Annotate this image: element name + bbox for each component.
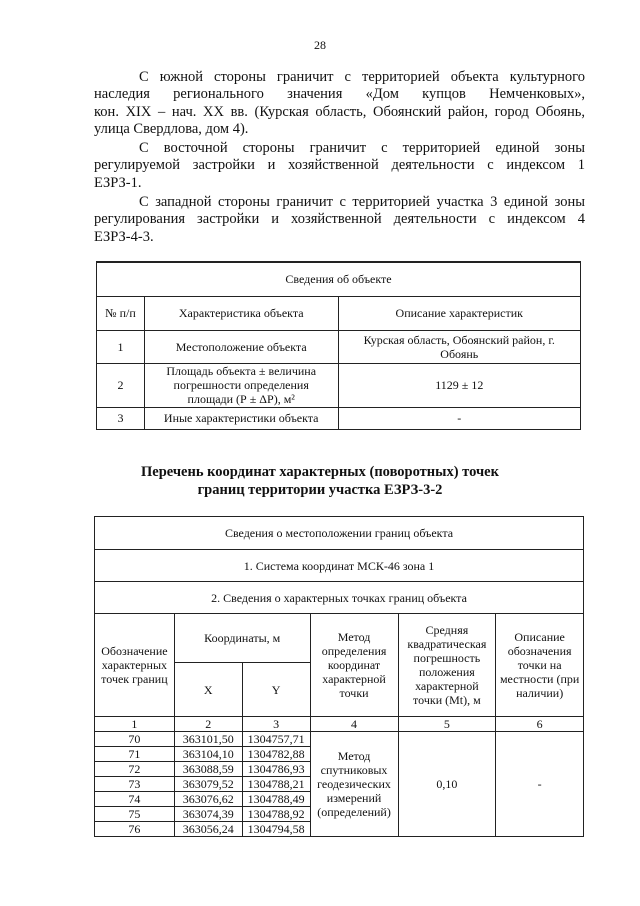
page-number: 28 (314, 38, 326, 52)
coord-y: 1304788,49 (242, 792, 310, 807)
header-method: Метод определения координат характерной точки (310, 614, 398, 717)
column-number: 3 (242, 717, 310, 732)
header-description: Описание характеристик (338, 296, 580, 330)
point-id: 71 (95, 747, 175, 762)
row-characteristic: Иные характеристики объекта (144, 407, 338, 429)
point-description-value: - (496, 732, 584, 837)
coord-x: 363079,52 (174, 777, 242, 792)
row-description: Курская область, Обоянский район, г. Обоянь (338, 330, 580, 363)
coord-y: 1304782,88 (242, 747, 310, 762)
point-id: 70 (95, 732, 175, 747)
error-value: 0,10 (398, 732, 496, 837)
coord-y: 1304788,92 (242, 807, 310, 822)
coord-y: 1304786,93 (242, 762, 310, 777)
row-description: - (338, 407, 580, 429)
section-heading-line: границ территории участка ЕЗРЗ-3-2 (197, 482, 443, 498)
coordinates-table (94, 516, 584, 837)
header-designation: Обозначение характерных точек границ (95, 614, 175, 717)
section-heading (0, 463, 640, 499)
column-number: 5 (398, 717, 496, 732)
paragraph-west-border (94, 194, 585, 246)
paragraph-line: кон. XIX – нач. XX вв. (Курская область, Обоянский район, город Обоянь, (94, 103, 585, 120)
row-num: 3 (97, 407, 145, 429)
point-id: 72 (95, 762, 175, 777)
header-point-description: Описание обозначения точки на местности (при наличии) (496, 614, 584, 717)
coord-x: 363088,59 (174, 762, 242, 777)
coordinate-system: 1. Система координат МСК-46 зона 1 (95, 550, 584, 582)
column-number: 4 (310, 717, 398, 732)
column-number: 6 (496, 717, 584, 732)
paragraph-line: улица Свердлова, дом 4). (94, 121, 249, 138)
coord-x: 363076,62 (174, 792, 242, 807)
header-characteristic: Характеристика объекта (144, 296, 338, 330)
header-x: X (174, 663, 242, 717)
method-value: Метод спутниковых геодезических измерений (определений) (310, 732, 398, 837)
object-table-title: Сведения об объекте (97, 262, 581, 296)
coord-y: 1304788,21 (242, 777, 310, 792)
column-number: 1 (95, 717, 175, 732)
point-id: 73 (95, 777, 175, 792)
coord-y: 1304757,71 (242, 732, 310, 747)
header-coordinates: Координаты, м (174, 614, 310, 663)
point-id: 74 (95, 792, 175, 807)
header-error: Средняя квадратическая погрешность положения характерной точки (Mt), м (398, 614, 496, 717)
paragraph-line: С западной стороны граничит с территорией участка 3 единой зоны (139, 194, 585, 210)
paragraph-line: С южной стороны граничит с территорией объекта культурного (139, 69, 585, 85)
coord-x: 363074,39 (174, 807, 242, 822)
paragraph-line: ЕЗРЗ-1. (94, 174, 142, 191)
row-num: 2 (97, 363, 145, 407)
column-number: 2 (174, 717, 242, 732)
paragraph-line: регулирования застройки и хозяйственной деятельности с индексом 4 (94, 211, 585, 228)
paragraph-line: ЕЗРЗ-4-3. (94, 228, 154, 245)
paragraph-south-border (94, 69, 585, 139)
header-num: № п/п (97, 296, 145, 330)
paragraph-east-border (94, 140, 585, 192)
point-id: 75 (95, 807, 175, 822)
coord-y: 1304794,58 (242, 822, 310, 837)
paragraph-line: С восточной стороны граничит с территорией единой зоны (139, 140, 585, 156)
paragraph-line: наследия регионального значения «Дом купцов Немченковых», (94, 86, 585, 103)
row-characteristic: Местоположение объекта (144, 330, 338, 363)
header-y: Y (242, 663, 310, 717)
coords-table-title: Сведения о местоположении границ объекта (95, 517, 584, 550)
paragraph-line: регулируемой застройки и хозяйственной деятельности с индексом 1 (94, 157, 585, 174)
section-heading-line: Перечень координат характерных (поворотных) точек (141, 464, 499, 480)
row-characteristic: Площадь объекта ± величина погрешности определения площади (Р ± ΔР), м² (144, 363, 338, 407)
coord-x: 363101,50 (174, 732, 242, 747)
points-title: 2. Сведения о характерных точках границ объекта (95, 582, 584, 614)
coord-x: 363104,10 (174, 747, 242, 762)
coord-x: 363056,24 (174, 822, 242, 837)
row-num: 1 (97, 330, 145, 363)
point-id: 76 (95, 822, 175, 837)
row-description: 1129 ± 12 (338, 363, 580, 407)
object-info-table (96, 261, 581, 430)
